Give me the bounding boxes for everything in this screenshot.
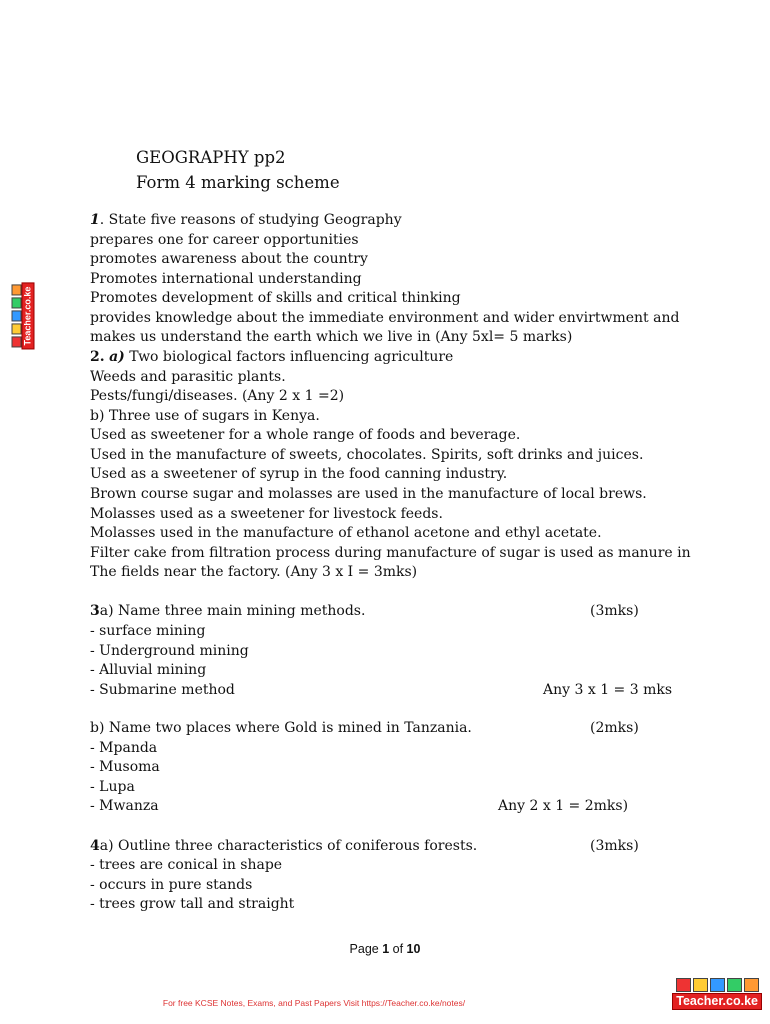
q2b-answer: The fields near the factory. (Any 3 x I = 3mks) <box>90 564 418 580</box>
side-teacher-logo <box>10 280 36 352</box>
q1-answer: makes us understand the earth which we live in (Any 5xl= 5 marks) <box>90 329 573 345</box>
q1-answer: Promotes international understanding <box>90 271 362 287</box>
logo-blocks <box>12 285 22 348</box>
q3a-marks: (3mks) <box>590 603 639 619</box>
q3b-answer: - Mwanza <box>90 798 159 814</box>
q4a-answer: - trees grow tall and straight <box>90 896 295 912</box>
q4a-answer: - occurs in pure stands <box>90 877 253 893</box>
q2b-answer: Filter cake from filtration process during manufacture of sugar is used as manure in <box>90 545 691 561</box>
q3b-answer: - Musoma <box>90 759 160 775</box>
q1-answer: promotes awareness about the country <box>90 251 368 267</box>
q1-answer: Promotes development of skills and critical thinking <box>90 290 461 306</box>
q2b-answer: Used in the manufacture of sweets, chocolates. Spirits, soft drinks and juices. <box>90 447 644 463</box>
q3b-answer: - Lupa <box>90 779 135 795</box>
q3a-question: 3a) Name three main mining methods. <box>90 603 366 619</box>
q3b-question: b) Name two places where Gold is mined in Tanzania. <box>90 720 472 736</box>
q3b-answer: - Mpanda <box>90 740 158 756</box>
q4a-question: 4a) Outline three characteristics of coniferous forests. <box>90 838 478 854</box>
q1-question: 1. State five reasons of studying Geography <box>90 212 402 228</box>
q3b-total: Any 2 x 1 = 2mks) <box>498 798 629 814</box>
document-title: GEOGRAPHY pp2 <box>136 148 286 167</box>
q4a-marks: (3mks) <box>590 838 639 854</box>
q4a-answer: - trees are conical in shape <box>90 857 283 873</box>
q1-answer: prepares one for career opportunities <box>90 232 359 248</box>
q2a-answer: Pests/fungi/diseases. (Any 2 x 1 =2) <box>90 388 345 404</box>
q2b-question: b) Three use of sugars in Kenya. <box>90 408 320 424</box>
corner-teacher-logo <box>672 978 762 1010</box>
q3a-answer: - surface mining <box>90 623 206 639</box>
q3a-answer: - Underground mining <box>90 643 249 659</box>
q3b-marks: (2mks) <box>590 720 639 736</box>
q3a-total: Any 3 x 1 = 3 mks <box>543 682 673 698</box>
q3a-answer: - Alluvial mining <box>90 662 207 678</box>
footer-link[interactable]: For free KCSE Notes, Exams, and Past Papers Visit https://Teacher.co.ke/notes/ <box>162 998 466 1008</box>
side-logo-text: Teacher.co.ke <box>22 283 35 350</box>
q2b-answer: Brown course sugar and molasses are used in the manufacture of local brews. <box>90 486 647 502</box>
corner-logo-text: Teacher.co.ke <box>672 993 762 1010</box>
q2a-answer: Weeds and parasitic plants. <box>90 369 286 385</box>
page-number: Page 1 of 10 <box>349 942 421 956</box>
q2b-answer: Used as sweetener for a whole range of foods and beverage. <box>90 427 521 443</box>
q2b-answer: Molasses used in the manufacture of ethanol acetone and ethyl acetate. <box>90 525 602 541</box>
q3a-answer: - Submarine method <box>90 682 235 698</box>
q2a-question: 2. a) Two biological factors influencing agriculture <box>90 349 454 365</box>
document-subtitle: Form 4 marking scheme <box>136 173 340 192</box>
q1-answer: provides knowledge about the immediate environment and wider envirtwment and <box>90 310 680 326</box>
q2b-answer: Used as a sweetener of syrup in the food canning industry. <box>90 466 508 482</box>
logo-blocks <box>676 978 759 993</box>
q2b-answer: Molasses used as a sweetener for livestock feeds. <box>90 506 443 522</box>
